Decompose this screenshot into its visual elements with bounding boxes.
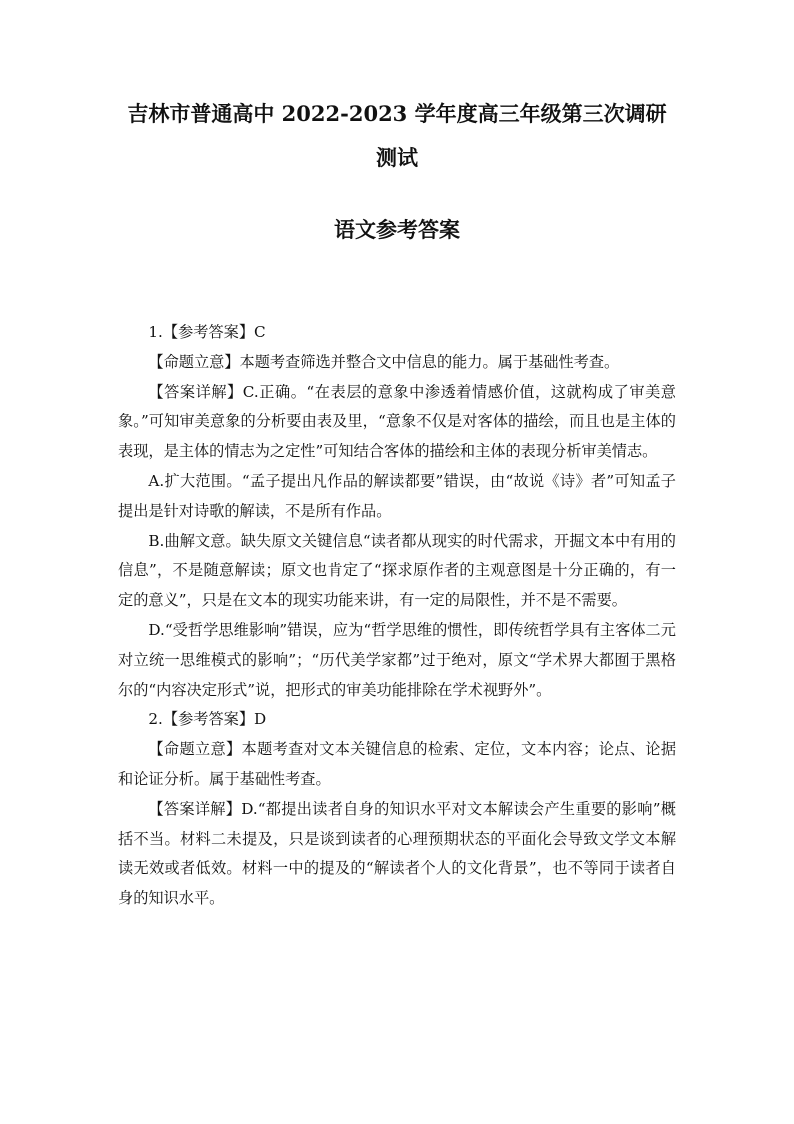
question-1-explanation: 【答案详解】C.正确。“在表层的意象中渗透着情感价值，这就构成了审美意象。”可知审美意象的分析要由表及里，“意象不仅是对客体的描绘，而且也是主体的表现，是主体的情志为之定性”可知结合客体的描绘和主体的表现分析审美情志。: [118, 382, 676, 461]
question-1-option-a: A.扩大范围。“孟子提出凡作品的解读都要”错误，由“故说《诗》者”可知孟子提出是针对诗歌的解读，不是所有作品。: [118, 471, 676, 520]
question-1-option-d: D.“受哲学思维影响”错误，应为“哲学思维的惯性，即传统哲学具有主客体二元对立统一思维模式的影响”；“历代美学家都”过于绝对，原文“学术界大都囿于黑格尔的“内容决定形式”说，把形式的审美功能排除在学术视野外”。: [118, 620, 676, 699]
document-title-line-1: 吉林市普通高中 2022-2023 学年度高三年级第三次调研: [127, 101, 667, 126]
question-2-intent: 【命题立意】本题考查对文本关键信息的检索、定位，文本内容；论点、论据和论证分析。属于基础性考查。: [118, 740, 676, 788]
question-2-answer: 2.【参考答案】D: [148, 710, 267, 729]
answer-content: [118, 318, 676, 914]
document-title-line-2: 测试: [376, 145, 418, 170]
question-1-intent: 【命题立意】本题考查筛选并整合文中信息的能力。属于基础性考查。: [148, 352, 620, 371]
question-1-answer: 1.【参考答案】C: [148, 323, 266, 341]
document-subtitle: 语文参考答案: [334, 217, 460, 242]
question-1-option-b: B.曲解文意。缺失原文关键信息“读者都从现实的时代需求，开掘文本中有用的信息”，不是随意解读；原文也肯定了“探求原作者的主观意图是十分正确的，有一定的意义”，只是在文本的现实功能来讲，有一定的局限性，并不是不需要。: [118, 531, 676, 610]
question-2-explanation: 【答案详解】D.“都提出读者自身的知识水平对文本解读会产生重要的影响”概括不当。材料二未提及，只是谈到读者的心理预期状态的平面化会导致文学文本解读无效或者低效。材料一中的提及的“解读者个人的文化背景”，也不等同于读者自身的知识水平。: [118, 799, 676, 908]
